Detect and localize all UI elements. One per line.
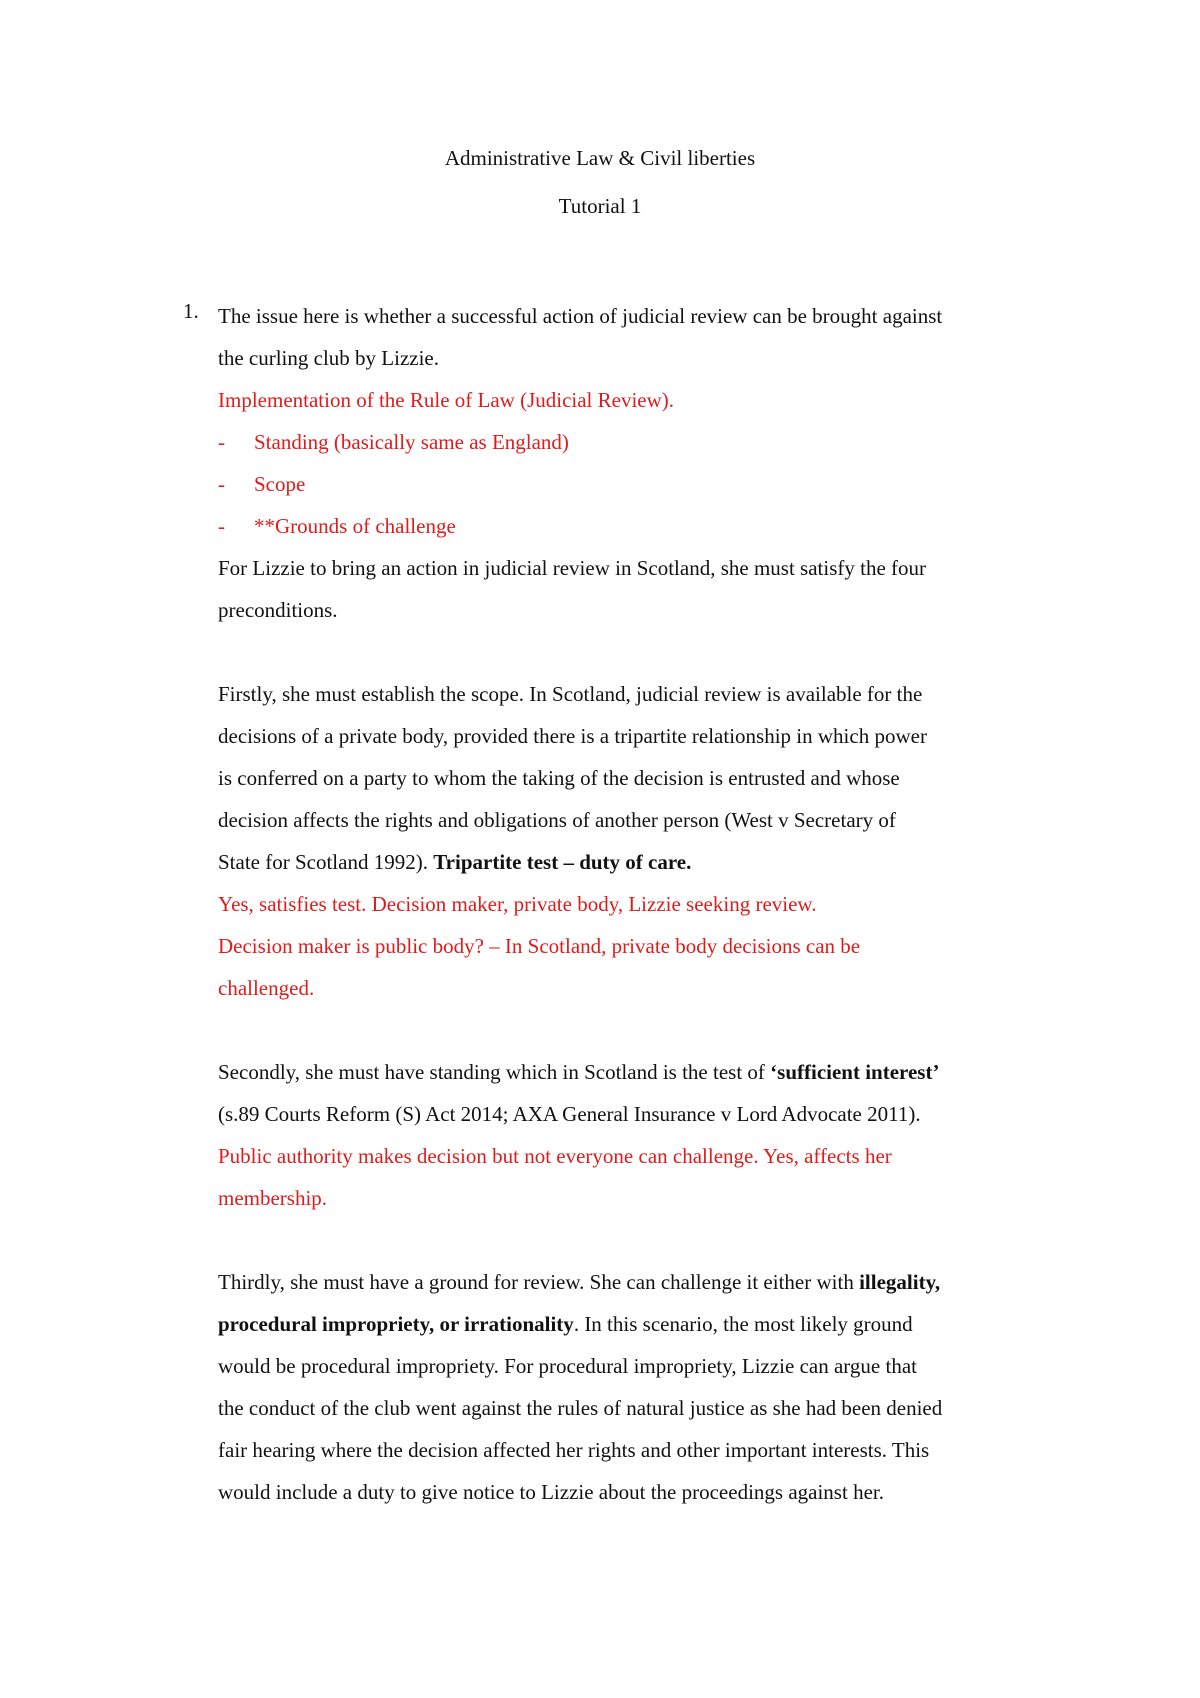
document-title: Administrative Law & Civil liberties: [444, 146, 756, 170]
bullet-dash: -: [218, 430, 225, 454]
grounds-text: Thirdly, she must have a ground for review. She can challenge it either with: [218, 1270, 860, 1294]
standing-text: Secondly, she must have standing which in Scotland is the test of: [218, 1060, 771, 1084]
scope-citation-text: State for Scotland 1992).: [218, 850, 434, 874]
intro-line-1: The issue here is whether a successful action of judicial review can be brought against: [218, 304, 943, 328]
answer-body: [218, 295, 1078, 1513]
standing-line-1: [218, 1051, 1078, 1093]
preconditions-line-1: For Lizzie to bring an action in judicial review in Scotland, she must satisfy the four: [218, 556, 927, 580]
bullet-item: [218, 463, 1078, 505]
grounds-line-1: [218, 1261, 1078, 1303]
bullet-label: Scope: [254, 472, 306, 496]
grounds-line-6: would include a duty to give notice to Lizzie about the proceedings against her.: [218, 1480, 884, 1504]
bullet-item: [218, 505, 1078, 547]
paragraph-gap: [218, 631, 1078, 673]
paragraph-gap: [218, 1219, 1078, 1261]
sufficient-interest-label: ‘sufficient interest’: [770, 1060, 940, 1084]
bullet-dash: -: [218, 472, 225, 496]
grounds-line-4: the conduct of the club went against the rules of natural justice as she had been denied: [218, 1396, 943, 1420]
grounds-text-cont: . In this scenario, the most likely ground: [573, 1312, 913, 1336]
scope-line-1: Firstly, she must establish the scope. In Scotland, judicial review is available for the: [218, 682, 923, 706]
red-heading: Implementation of the Rule of Law (Judicial Review).: [218, 388, 675, 412]
bullet-dash: -: [218, 514, 225, 538]
scope-line-3: is conferred on a party to whom the taking of the decision is entrusted and whose: [218, 766, 900, 790]
standing-note-2: membership.: [218, 1186, 328, 1210]
grounds-line-2: [218, 1303, 1078, 1345]
standing-note-1: Public authority makes decision but not everyone can challenge. Yes, affects her: [218, 1144, 892, 1168]
paragraph-gap: [218, 1009, 1078, 1051]
grounds-line-5: fair hearing where the decision affected her rights and other important interests. This: [218, 1438, 930, 1462]
grounds-list-label: procedural impropriety, or irrationality: [218, 1312, 574, 1336]
bullet-item: [218, 421, 1078, 463]
scope-note-2: Decision maker is public body? – In Scotland, private body decisions can be: [218, 934, 861, 958]
scope-note-1: Yes, satisfies test. Decision maker, private body, Lizzie seeking review.: [218, 892, 817, 916]
illegality-label: illegality,: [859, 1270, 941, 1294]
tripartite-test-label: Tripartite test – duty of care.: [433, 850, 692, 874]
scope-note-3: challenged.: [218, 976, 315, 1000]
preconditions-line-2: preconditions.: [218, 598, 338, 622]
document-subtitle: Tutorial 1: [558, 194, 642, 218]
scope-line-4: decision affects the rights and obligations of another person (West v Secretary of: [218, 808, 896, 832]
scope-line-5: [218, 841, 1078, 883]
bullet-label: **Grounds of challenge: [254, 514, 456, 538]
list-number: 1.: [183, 299, 199, 323]
scope-line-2: decisions of a private body, provided there is a tripartite relationship in which power: [218, 724, 927, 748]
standing-line-2: (s.89 Courts Reform (S) Act 2014; AXA General Insurance v Lord Advocate 2011).: [218, 1102, 921, 1126]
bullet-label: Standing (basically same as England): [254, 430, 569, 454]
grounds-line-3: would be procedural impropriety. For procedural impropriety, Lizzie can argue that: [218, 1354, 917, 1378]
intro-line-2: the curling club by Lizzie.: [218, 346, 440, 370]
